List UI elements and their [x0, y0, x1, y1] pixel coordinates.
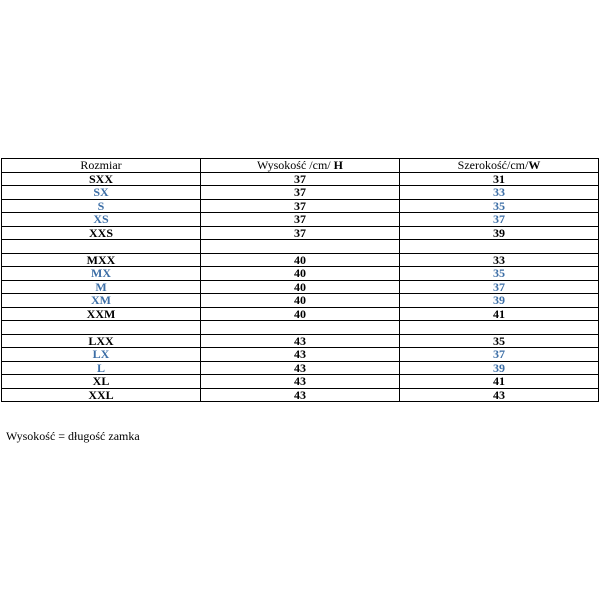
- cell-width: 39: [400, 294, 599, 308]
- table-header-row: [2, 159, 599, 173]
- footnote: Wysokość = długość zamka: [6, 429, 140, 443]
- cell-width: [400, 240, 599, 254]
- table-body: [2, 172, 599, 402]
- cell-size: [2, 321, 201, 335]
- cell-height: 43: [201, 348, 400, 362]
- header-size: Rozmiar: [2, 159, 201, 173]
- table-spacer-row: [2, 321, 599, 335]
- cell-size: MXX: [2, 253, 201, 267]
- table-row: [2, 375, 599, 389]
- cell-height: 40: [201, 280, 400, 294]
- cell-height: 37: [201, 172, 400, 186]
- cell-width: 37: [400, 213, 599, 227]
- cell-height: 37: [201, 213, 400, 227]
- header-height-prefix: Wysokość /cm/: [257, 158, 334, 173]
- table-row: [2, 253, 599, 267]
- header-width-suffix: W: [528, 158, 541, 173]
- cell-width: 39: [400, 361, 599, 375]
- cell-size: SX: [2, 186, 201, 200]
- cell-height: 37: [201, 226, 400, 240]
- size-chart-table: [1, 158, 599, 402]
- table-row: [2, 199, 599, 213]
- cell-width: 35: [400, 199, 599, 213]
- cell-size: [2, 240, 201, 254]
- table-row: [2, 280, 599, 294]
- cell-height: 43: [201, 361, 400, 375]
- cell-height: 40: [201, 253, 400, 267]
- cell-width: 37: [400, 280, 599, 294]
- cell-size: XXM: [2, 307, 201, 321]
- cell-size: XXS: [2, 226, 201, 240]
- cell-size: S: [2, 199, 201, 213]
- table-row: [2, 361, 599, 375]
- table-row: [2, 307, 599, 321]
- table-row: [2, 388, 599, 402]
- cell-size: LX: [2, 348, 201, 362]
- cell-size: XM: [2, 294, 201, 308]
- table-row: [2, 172, 599, 186]
- cell-height: 40: [201, 307, 400, 321]
- header-height: [201, 159, 400, 173]
- header-height-suffix: H: [333, 158, 343, 173]
- cell-width: 37: [400, 348, 599, 362]
- cell-height: 40: [201, 267, 400, 281]
- table-row: [2, 334, 599, 348]
- cell-size: LXX: [2, 334, 201, 348]
- cell-width: 43: [400, 388, 599, 402]
- cell-height: [201, 321, 400, 335]
- cell-size: M: [2, 280, 201, 294]
- cell-height: 43: [201, 375, 400, 389]
- cell-size: XS: [2, 213, 201, 227]
- cell-height: 43: [201, 334, 400, 348]
- cell-width: 35: [400, 267, 599, 281]
- table-row: [2, 294, 599, 308]
- table-row: [2, 267, 599, 281]
- header-width-prefix: Szerokość/cm/: [457, 158, 529, 173]
- cell-width: 31: [400, 172, 599, 186]
- cell-width: 33: [400, 186, 599, 200]
- table-row: [2, 226, 599, 240]
- cell-size: L: [2, 361, 201, 375]
- table-row: [2, 348, 599, 362]
- table-row: [2, 186, 599, 200]
- table-spacer-row: [2, 240, 599, 254]
- cell-width: 33: [400, 253, 599, 267]
- cell-height: [201, 240, 400, 254]
- cell-height: 43: [201, 388, 400, 402]
- cell-size: XL: [2, 375, 201, 389]
- cell-width: 39: [400, 226, 599, 240]
- cell-size: XXL: [2, 388, 201, 402]
- cell-width: [400, 321, 599, 335]
- cell-width: 35: [400, 334, 599, 348]
- header-width: [400, 159, 599, 173]
- cell-width: 41: [400, 307, 599, 321]
- cell-size: MX: [2, 267, 201, 281]
- cell-height: 37: [201, 186, 400, 200]
- cell-height: 37: [201, 199, 400, 213]
- table-row: [2, 213, 599, 227]
- cell-height: 40: [201, 294, 400, 308]
- cell-size: SXX: [2, 172, 201, 186]
- cell-width: 41: [400, 375, 599, 389]
